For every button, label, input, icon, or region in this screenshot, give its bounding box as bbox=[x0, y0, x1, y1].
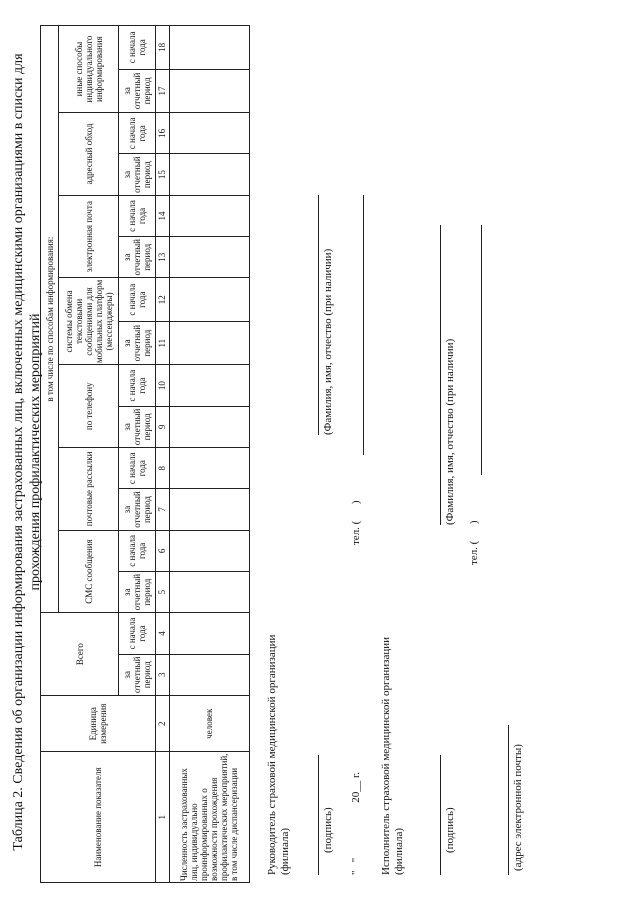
executor-label: Исполнитель страховой медицинской организации (филиала) bbox=[380, 636, 405, 875]
column-number: 12 bbox=[155, 278, 169, 322]
document-title: Таблица 2. Сведения об организации информирования застрахованных лиц, включенных медицинскими организациями в списки для прохождения профилактических мероприятий bbox=[11, 53, 43, 851]
table-row bbox=[169, 26, 249, 883]
email-line bbox=[508, 725, 509, 875]
email-hint: (адрес электронной почты) bbox=[512, 744, 524, 871]
head-signature-line bbox=[318, 755, 319, 875]
head-fio-hint: (Фамилия, имя, отчество (при наличии) bbox=[322, 248, 334, 435]
subheader-period: за отчетный период bbox=[119, 489, 155, 530]
data-cell[interactable] bbox=[169, 613, 249, 654]
subheader-period: за отчетный период bbox=[119, 654, 155, 695]
data-cell[interactable] bbox=[169, 530, 249, 571]
data-cell[interactable] bbox=[169, 69, 249, 113]
head-phone-label: тел. ( ) bbox=[350, 500, 362, 545]
header-method-visit: адресный обход bbox=[59, 113, 119, 196]
executor-phone-label: тел. ( ) bbox=[468, 520, 480, 565]
data-cell[interactable] bbox=[169, 489, 249, 530]
executor-phone-line bbox=[481, 225, 482, 475]
subheader-ytd: с начала года bbox=[119, 613, 155, 654]
data-cell[interactable] bbox=[169, 365, 249, 406]
data-cell[interactable] bbox=[169, 154, 249, 195]
subheader-period: за отчетный период bbox=[119, 154, 155, 195]
column-number: 2 bbox=[155, 695, 169, 752]
data-cell[interactable] bbox=[169, 406, 249, 447]
header-method-post: почтовые рассылки bbox=[59, 448, 119, 531]
header-method-email: электронная почта bbox=[59, 195, 119, 278]
header-method-other: иные способы индивидуального информирования bbox=[59, 26, 119, 113]
data-cell[interactable] bbox=[169, 237, 249, 278]
subheader-period: за отчетный период bbox=[119, 406, 155, 447]
head-label: Руководитель страховой медицинской организации (филиала) bbox=[266, 634, 291, 875]
column-number: 11 bbox=[155, 321, 169, 365]
data-cell[interactable] bbox=[169, 448, 249, 489]
column-number: 1 bbox=[155, 752, 169, 883]
subheader-period: за отчетный период bbox=[119, 237, 155, 278]
row-indicator-name: Численность застрахованных лиц, индивидуально проинформированных о возможности прохождения профилактических мероприятий, в том числе диспансеризации bbox=[169, 752, 249, 883]
column-number: 13 bbox=[155, 237, 169, 278]
executor-signature-hint: (подпись) bbox=[444, 807, 456, 853]
subheader-period: за отчетный период bbox=[119, 572, 155, 613]
column-number: 4 bbox=[155, 613, 169, 654]
column-number: 15 bbox=[155, 154, 169, 195]
column-number: 9 bbox=[155, 406, 169, 447]
header-methods: в том числе по способам информирования: bbox=[41, 26, 59, 613]
subheader-ytd: с начала года bbox=[119, 448, 155, 489]
head-signature-hint: (подпись) bbox=[322, 807, 334, 853]
data-cell[interactable] bbox=[169, 654, 249, 695]
column-number: 16 bbox=[155, 113, 169, 154]
data-cell[interactable] bbox=[169, 278, 249, 322]
report-table bbox=[40, 25, 250, 883]
date-line: " " 20__ г. bbox=[350, 771, 362, 875]
header-method-sms: СМС сообщения bbox=[59, 530, 119, 613]
header-total: Всего bbox=[41, 613, 119, 696]
column-number: 17 bbox=[155, 69, 169, 113]
header-unit: Единица измерения bbox=[41, 695, 156, 752]
column-number: 14 bbox=[155, 195, 169, 236]
column-number: 5 bbox=[155, 572, 169, 613]
column-number: 8 bbox=[155, 448, 169, 489]
subheader-period: за отчетный период bbox=[119, 321, 155, 365]
subheader-ytd: с начала года bbox=[119, 365, 155, 406]
column-number-row bbox=[155, 26, 169, 883]
column-number: 3 bbox=[155, 654, 169, 695]
row-unit: человек bbox=[169, 695, 249, 752]
subheader-ytd: с начала года bbox=[119, 26, 155, 70]
header-method-messengers: системы обмена текстовыми сообщениями для мобильных платформ (мессенджеры) bbox=[59, 278, 119, 365]
subheader-ytd: с начала года bbox=[119, 113, 155, 154]
data-cell[interactable] bbox=[169, 321, 249, 365]
header-indicator-name: Наименование показателя bbox=[41, 752, 156, 883]
subheader-period: за отчетный период bbox=[119, 69, 155, 113]
data-cell[interactable] bbox=[169, 195, 249, 236]
data-cell[interactable] bbox=[169, 113, 249, 154]
header-method-phone: по телефону bbox=[59, 365, 119, 448]
head-phone-line bbox=[363, 195, 364, 455]
head-fio-line bbox=[318, 195, 319, 435]
data-cell[interactable] bbox=[169, 26, 249, 70]
subheader-ytd: с начала года bbox=[119, 278, 155, 322]
subheader-ytd: с начала года bbox=[119, 195, 155, 236]
executor-fio-line bbox=[440, 225, 441, 525]
column-number: 6 bbox=[155, 530, 169, 571]
executor-signature-line bbox=[440, 755, 441, 875]
data-cell[interactable] bbox=[169, 572, 249, 613]
column-number: 7 bbox=[155, 489, 169, 530]
column-number: 10 bbox=[155, 365, 169, 406]
column-number: 18 bbox=[155, 26, 169, 70]
subheader-ytd: с начала года bbox=[119, 530, 155, 571]
executor-fio-hint: (Фамилия, имя, отчество (при наличии) bbox=[444, 338, 456, 525]
